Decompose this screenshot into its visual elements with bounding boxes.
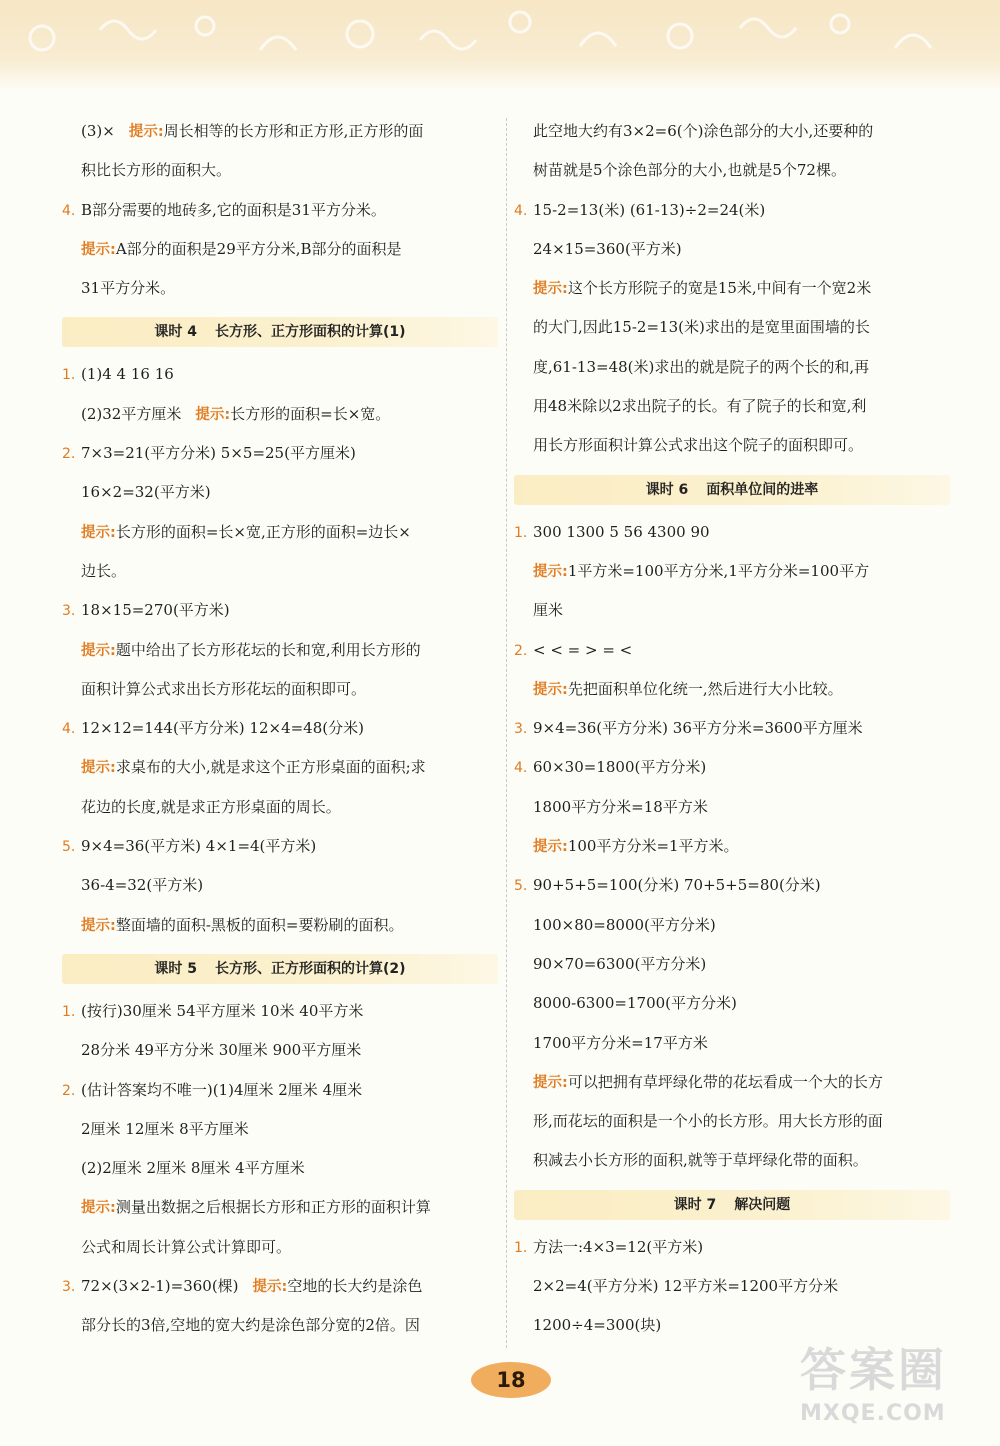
answer-line: 1. (按行)30厘米 54平方厘米 10米 40平方米 bbox=[62, 992, 498, 1031]
answer-line: 3. 72×(3×2-1)=360(棵) 提示:空地的长大约是涂色 bbox=[62, 1267, 498, 1306]
hint-label: 提示: bbox=[81, 524, 116, 541]
hint-label: 提示: bbox=[81, 241, 116, 258]
left-column bbox=[62, 112, 498, 1346]
hint-label: 提示: bbox=[128, 124, 164, 140]
hint-label: 提示: bbox=[81, 917, 116, 934]
answer-line: 1700平方分米=17平方米 bbox=[533, 1033, 708, 1052]
answer-line: 2. 7×3=21(平方分米) 5×5=25(平方厘米) bbox=[62, 434, 498, 473]
hint-label: 提示: bbox=[195, 406, 231, 423]
answer-line: 5. 9×4=36(平方米) 4×1=4(平方米) bbox=[62, 827, 498, 866]
answer-line: 厘米 bbox=[533, 601, 564, 620]
answer-line: 3. 18×15=270(平方米) bbox=[62, 591, 498, 630]
hint-label: 提示: bbox=[533, 563, 568, 580]
decorative-pattern bbox=[0, 0, 1000, 92]
hint-line: 提示:测量出数据之后根据长方形和正方形的面积计算 bbox=[81, 1198, 431, 1217]
answer-line: (2)2厘米 2厘米 8厘米 4平方厘米 bbox=[81, 1159, 305, 1178]
answer-line: 4. 15-2=13(米) (61-13)÷2=24(米) bbox=[514, 191, 950, 230]
page-number: 18 bbox=[471, 1362, 551, 1398]
question-number: 1. bbox=[514, 1239, 528, 1256]
answer-line: 树苗就是5个涂色部分的大小,也就是5个72棵。 bbox=[533, 161, 846, 180]
right-column bbox=[514, 112, 950, 1346]
answer-line: 90×70=6300(平方分米) bbox=[533, 954, 707, 973]
answer-line: 积比长方形的面积大。 bbox=[81, 161, 232, 180]
question-number: 3. bbox=[62, 603, 76, 620]
answer-line: 4. 12×12=144(平方分米) 12×4=48(分米) bbox=[62, 709, 498, 748]
hint-label: 提示: bbox=[533, 839, 568, 856]
answer-line: 1800平方分米=18平方米 bbox=[533, 797, 708, 816]
answer-line: 4. B部分需要的地砖多,它的面积是31平方分米。 bbox=[62, 191, 498, 230]
answer-line: 形,而花坛的面积是一个小的长方形。用大长方形的面 bbox=[533, 1112, 883, 1131]
answer-line: 边长。 bbox=[81, 561, 127, 580]
question-number: 1. bbox=[62, 1003, 76, 1020]
answer-line: 1. 300 1300 5 56 4300 90 bbox=[514, 513, 950, 552]
answer-line: 度,61-13=48(米)求出的就是院子的两个长的和,再 bbox=[533, 357, 870, 376]
watermark-logo bbox=[800, 1340, 1000, 1446]
question-number: 3. bbox=[514, 721, 528, 738]
header-decoration bbox=[0, 0, 1000, 92]
hint-line: 提示:1平方米=100平方分米,1平方分米=100平方 bbox=[533, 561, 870, 580]
question-number: 4. bbox=[62, 721, 76, 738]
section-header-lesson-4: 课时 4 长方形、正方形面积的计算(1) bbox=[62, 317, 498, 347]
section-header-lesson-6: 课时 6 面积单位间的进率 bbox=[514, 475, 950, 505]
hint-label: 提示: bbox=[81, 760, 116, 777]
answer-line: 100×80=8000(平方分米) bbox=[533, 915, 716, 934]
answer-line: 5. 90+5+5=100(分米) 70+5+5=80(分米) bbox=[514, 866, 950, 905]
watermark-text: 答案圈 bbox=[800, 1343, 947, 1397]
hint-line: 提示:这个长方形院子的宽是15米,中间有一个宽2米 bbox=[533, 279, 872, 298]
answer-line: 用48米除以2求出院子的长。有了院子的长和宽,利 bbox=[533, 397, 867, 416]
answer-line: 此空地大约有3×2=6(个)涂色部分的大小,还要种的 bbox=[533, 122, 874, 140]
hint-line: 提示:先把面积单位化统一,然后进行大小比较。 bbox=[533, 679, 843, 698]
answer-line: 2. < < = > = < bbox=[514, 631, 950, 670]
answer-line: 36-4=32(平方米) bbox=[81, 876, 204, 895]
answer-line: 4. 60×30=1800(平方分米) bbox=[514, 748, 950, 787]
answer-line: (3)× 提示:周长相等的长方形和正方形,正方形的面 bbox=[81, 122, 424, 140]
hint-label: 提示: bbox=[252, 1279, 288, 1296]
hint-label: 提示: bbox=[533, 1074, 568, 1091]
answer-line: 1. (1)4 4 16 16 bbox=[62, 355, 498, 394]
column-divider bbox=[506, 118, 507, 1348]
question-number: 2. bbox=[514, 642, 528, 659]
section-header-lesson-7: 课时 7 解决问题 bbox=[514, 1190, 950, 1220]
question-number: 2. bbox=[62, 446, 76, 463]
answer-line: 面积计算公式求出长方形花坛的面积即可。 bbox=[81, 679, 367, 698]
answer-line: 部分长的3倍,空地的宽大约是涂色部分宽的2倍。因 bbox=[81, 1316, 420, 1335]
question-number: 2. bbox=[62, 1082, 76, 1099]
question-number: 5. bbox=[62, 839, 76, 856]
hint-label: 提示: bbox=[81, 642, 116, 659]
hint-line: 提示:可以把拥有草坪绿化带的花坛看成一个大的长方 bbox=[533, 1072, 883, 1091]
hint-label: 提示: bbox=[533, 281, 568, 298]
question-number: 4. bbox=[514, 760, 528, 777]
hint-line: 提示:长方形的面积=长×宽,正方形的面积=边长× bbox=[81, 522, 411, 541]
question-number: 5. bbox=[514, 878, 528, 895]
answer-line: 1200÷4=300(块) bbox=[533, 1316, 662, 1335]
hint-line: 提示:题中给出了长方形花坛的长和宽,利用长方形的 bbox=[81, 640, 421, 659]
question-number: 4. bbox=[514, 202, 528, 219]
question-number: 1. bbox=[514, 524, 528, 541]
answer-line: (2)32平方厘米 提示:长方形的面积=长×宽。 bbox=[81, 404, 391, 423]
hint-line: 提示:整面墙的面积-黑板的面积=要粉刷的面积。 bbox=[81, 915, 404, 934]
answer-line: 24×15=360(平方米) bbox=[533, 239, 682, 258]
answer-line: 公式和周长计算公式计算即可。 bbox=[81, 1237, 292, 1256]
answer-line: 积减去小长方形的面积,就等于草坪绿化带的面积。 bbox=[533, 1151, 868, 1170]
hint-label: 提示: bbox=[533, 681, 568, 698]
answer-line: 28分米 49平方分米 30厘米 900平方厘米 bbox=[81, 1041, 362, 1060]
answer-line: 16×2=32(平方米) bbox=[81, 483, 211, 502]
answer-line: 花边的长度,就是求正方形桌面的周长。 bbox=[81, 797, 341, 816]
hint-label: 提示: bbox=[81, 1200, 116, 1217]
answer-line: 2×2=4(平方分米) 12平方米=1200平方分米 bbox=[533, 1277, 839, 1296]
answer-line: 3. 9×4=36(平方分米) 36平方分米=3600平方厘米 bbox=[514, 709, 950, 748]
question-number: 1. bbox=[62, 367, 76, 384]
answer-line: 2. (估计答案均不唯一)(1)4厘米 2厘米 4厘米 bbox=[62, 1071, 498, 1110]
section-header-lesson-5: 课时 5 长方形、正方形面积的计算(2) bbox=[62, 954, 498, 984]
hint-line: 提示:求桌布的大小,就是求这个正方形桌面的面积;求 bbox=[81, 758, 426, 777]
answer-line: 31平方分米。 bbox=[81, 279, 176, 298]
watermark-url: MXQE.COM bbox=[800, 1401, 946, 1426]
answer-line: 8000-6300=1700(平方分米) bbox=[533, 994, 737, 1013]
question-number: 4. bbox=[62, 202, 76, 219]
answer-line: 用长方形面积计算公式求出这个院子的面积即可。 bbox=[533, 436, 864, 455]
answer-line: 2厘米 12厘米 8平方厘米 bbox=[81, 1119, 249, 1138]
question-number: 3. bbox=[62, 1279, 76, 1296]
answer-line: 的大门,因此15-2=13(米)求出的是宽里面围墙的长 bbox=[533, 318, 870, 337]
hint-line: 提示:100平方分米=1平方米。 bbox=[533, 837, 739, 856]
hint-line: 提示:A部分的面积是29平方分米,B部分的面积是 bbox=[81, 239, 402, 258]
answer-line: 1. 方法一:4×3=12(平方米) bbox=[514, 1228, 950, 1267]
